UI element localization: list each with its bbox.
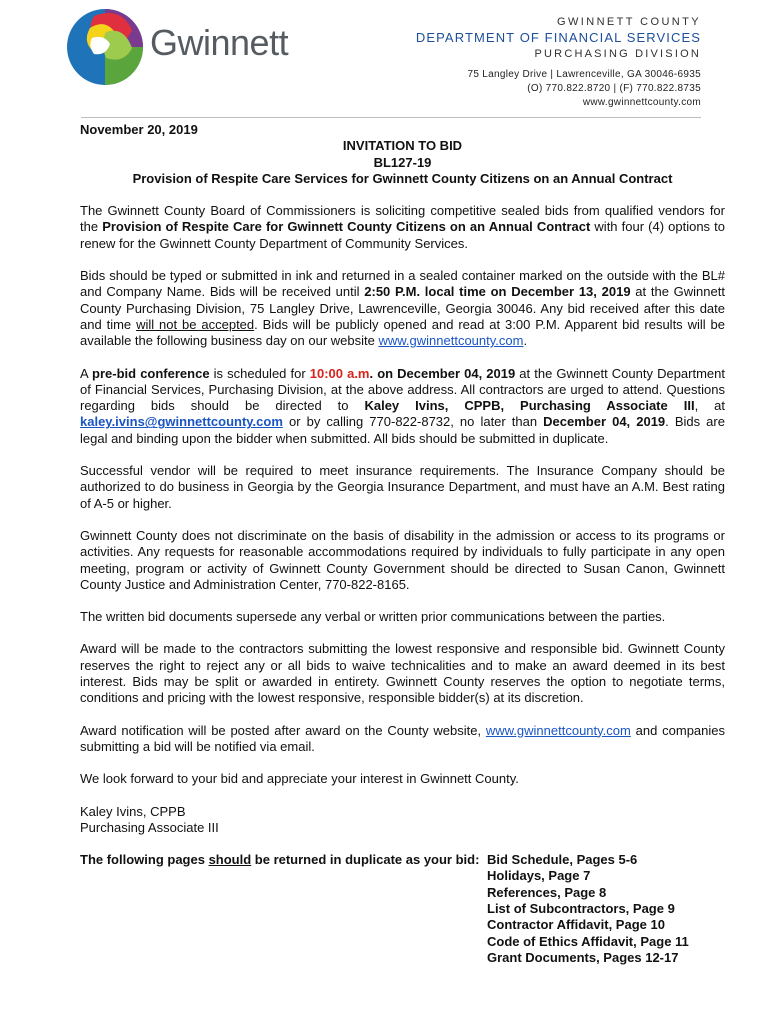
letter-subject: Provision of Respite Care Services for Gwinnett County Citizens on an Annual Contract [132, 170, 673, 186]
division-name: PURCHASING DIVISION [534, 48, 701, 60]
paragraph-accessibility: Gwinnett County does not discriminate on the basis of disability in the admission or access to its programs or activities. Any requests for reasonable accommodations required by individuals to fully participate in any open meeting, program or activity of Gwinnett County Government should be directed to Susan Canon, Gwinnett County Justice and Administration Center, 770-822-8165. [80, 527, 725, 592]
list-item: Holidays, Page 7 [487, 868, 591, 884]
paragraph-closing: We look forward to your bid and appreciate your interest in Gwinnett County. [80, 771, 519, 787]
website-link[interactable]: www.gwinnettcounty.com [378, 333, 524, 349]
prebid-time: 10:00 a.m [309, 365, 370, 381]
website-line: www.gwinnettcounty.com [582, 97, 701, 108]
website-link-2[interactable]: www.gwinnettcounty.com [485, 722, 631, 738]
department-header [416, 16, 701, 60]
paragraph-solicitation: The Gwinnett County Board of Commissioners is soliciting competitive sealed bids from qualified vendors for the Provision of Respite Care for Gwinnett County Citizens on an Annual Contract with four (4) options to renew for the Gwinnett County Department of Community Services. [80, 203, 725, 251]
list-item: Grant Documents, Pages 12-17 [487, 949, 679, 965]
phone-line: (O) 770.822.8720 | (F) 770.822.8735 [527, 83, 701, 94]
signer-title: Purchasing Associate III [80, 819, 219, 835]
return-instructions: The following pages should be returned in duplicate as your bid: [80, 852, 480, 868]
return-section [80, 852, 725, 966]
signer-name: Kaley Ivins, CPPB [80, 803, 186, 819]
paragraph-supersede: The written bid documents supersede any verbal or written prior communications between the parties. [80, 609, 666, 625]
bid-number: BL127-19 [373, 154, 432, 170]
return-list [487, 852, 689, 966]
list-item: Code of Ethics Affidavit, Page 11 [487, 933, 689, 949]
paragraph-submission: Bids should be typed or submitted in ink and returned in a sealed container marked on the outside with the BL# and Company Name. Bids will be received until 2:50 P.M. local time on December 13, 2019 at the Gwinnett County Purchasing Division, 75 Langley Drive, Lawrenceville, Georgia 30046. Any bid received after this date and time will not be accepted. Bids will be publicly opened and read at 3:00 P.M. Apparent bid results will be available the following business day on our website www.gwinnettcounty.com. [80, 268, 726, 349]
county-name: GWINNETT COUNTY [557, 16, 701, 28]
list-item: Bid Schedule, Pages 5-6 [487, 852, 638, 868]
letter-date: November 20, 2019 [80, 122, 198, 137]
letter-body [80, 122, 725, 966]
paragraph-award: Award will be made to the contractors submitting the lowest responsive and responsible bid. Gwinnett County reserves the right to reject any or all bids to waive technicalities and to make an award deemed in its best interest. Bids may be split or awarded in entirety. Gwinnett County reserves the option to negotiate terms, conditions and pricing with the lowest responsive, responsible bidder(s) at its discretion. [80, 641, 725, 706]
gwinnett-logo-icon [66, 8, 144, 86]
list-item: References, Page 8 [487, 884, 607, 900]
list-item: List of Subcontractors, Page 9 [487, 900, 675, 916]
email-link[interactable]: kaley.ivins@gwinnettcounty.com [80, 414, 283, 430]
department-name: DEPARTMENT OF FINANCIAL SERVICES [415, 30, 701, 45]
list-item: Contractor Affidavit, Page 10 [487, 917, 665, 933]
contact-block [468, 68, 702, 110]
header-divider [81, 117, 701, 118]
logo-wordmark: Gwinnett [150, 22, 289, 63]
letter-title: INVITATION TO BID [342, 138, 463, 154]
paragraph-prebid: A pre-bid conference is scheduled for 10:00 a.m. on December 04, 2019 at the Gwinnett County Department of Financial Services, Purchasing Division, at the above address. All contractors are urged to attend. Questions regarding bids should be directed to Kaley Ivins, CPPB, Purchasing Associate III, at kaley.ivins@gwinnettcounty.com or by calling 770-822-8732, no later than December 04, 2019. Bids are legal and binding upon the bidder when submitted. All bids should be submitted in duplicate. [80, 365, 725, 446]
paragraph-notification: Award notification will be posted after award on the County website, www.gwinnettcounty.com and companies submitting a bid will be notified via email. [80, 722, 726, 754]
paragraph-insurance: Successful vendor will be required to meet insurance requirements. The Insurance Company should be authorized to do business in Georgia by the Georgia Insurance Department, and must have an A.M. Best rating of A-5 or higher. [80, 463, 725, 511]
address-line: 75 Langley Drive | Lawrenceville, GA 30046-6935 [467, 69, 701, 80]
